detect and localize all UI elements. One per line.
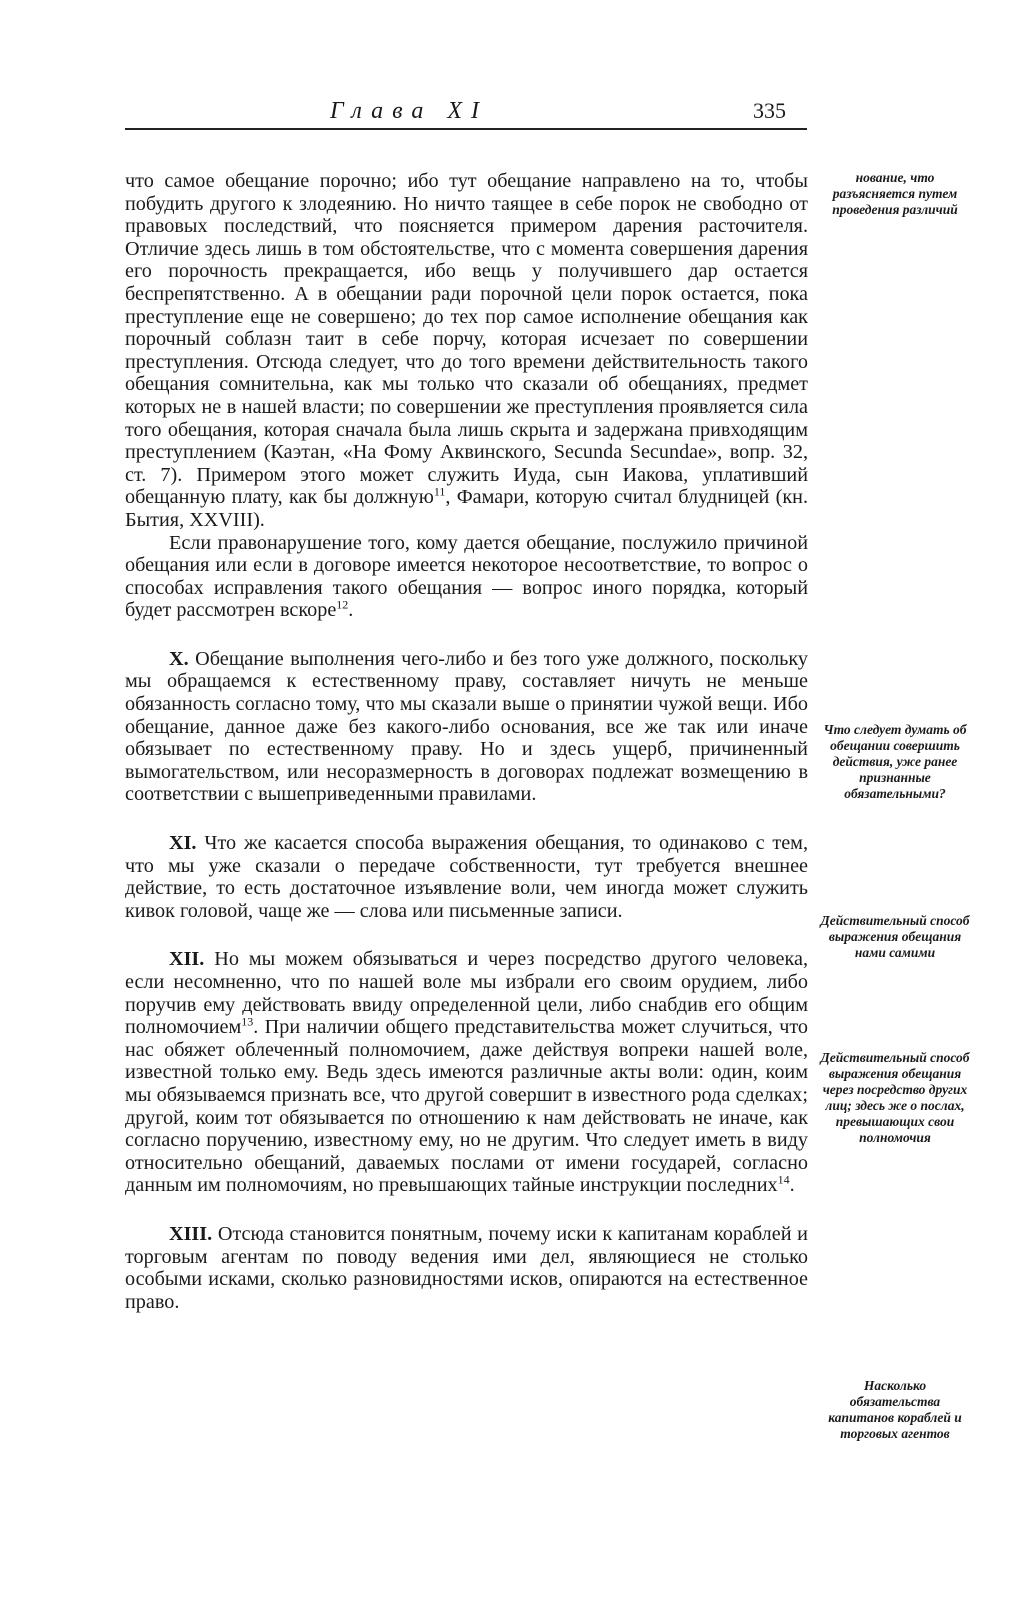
margin-note: Насколько обязательства капитанов кораблей и торговых агентов <box>828 1378 962 1441</box>
section-number: XII. <box>169 948 205 971</box>
paragraph <box>125 532 808 622</box>
margin-note: нование, что разъясняется путем проведения различий <box>832 170 958 217</box>
footnote-ref: 11 <box>433 484 446 499</box>
section-paragraph <box>125 648 808 806</box>
section-paragraph <box>125 1223 808 1313</box>
footnote-ref: 12 <box>336 597 349 612</box>
section-number: XI. <box>169 832 197 855</box>
main-text <box>125 170 808 1313</box>
section-number: X. <box>169 647 189 670</box>
section-paragraph <box>125 832 808 922</box>
header-rule <box>125 128 807 130</box>
margin-note: Действительный способ выражения обещания через посредство других лиц; здесь же о послах, превышающих свои полномочия <box>820 1050 970 1145</box>
margin-note: Действительный способ выражения обещания нами самими <box>820 913 970 960</box>
paragraph-text: Отсюда становится понятным, почему иски к капитанам кораблей и торговым агентам по поводу ведения ими дел, являющиеся не столько особыми исками, сколько разновидностями исков, опираются на естественное право. <box>125 1222 808 1313</box>
paragraph-text: . <box>348 599 354 622</box>
paragraph-text: , Фамари, которую считал блудницей (кн. Бытия, XXVIII). <box>125 486 808 531</box>
footnote-ref: 14 <box>777 1172 790 1187</box>
paragraph-text: Но мы можем обязываться и через посредство другого человека, если несомненно, что по нашей воле мы избрали его своим орудием, либо поручив ему действовать ввиду определенной цели, либо снабдив его общим полномочием <box>125 948 808 1039</box>
paragraph-text: . При наличии общего представительства может случиться, что нас обяжет облеченный полномочием, даже действуя вопреки нашей воле, известной только ему. Ведь здесь имеются различные акты воли: один, коим мы обязываемся признать все, что другой совершит в известного рода сделках; другой, коим тот обязывается по отношению к нам действовать не иначе, как согласно поручению, известному ему, но не другим. Что следует иметь в виду относительно обещаний, даваемых послами от имени государей, согласно данным им полномочиям, но превышающих тайные инструкции последних <box>125 1016 808 1197</box>
section-paragraph <box>125 948 808 1197</box>
page-number: 335 <box>753 98 786 123</box>
paragraph <box>125 170 808 532</box>
paragraph-text: что самое обещание порочно; ибо тут обещание направлено на то, чтобы побудить другого к злодеянию. Но ничто таящее в себе порок не свободно от правовых последствий, что поясняется примером дарения расточителя. Отличие здесь лишь в том обстоятельстве, что с момента совершения дарения его порочность прекращается, ибо вещь у получившего дар остается беспрепятственно. А в обещании ради порочной цели порок остается, пока преступление еще не совершено; до тех пор самое исполнение обещания как порочный соблазн таит в себе порчу, которая исчезает по совершении преступления. Отсюда следует, что до того времени действительность такого обещания сомнительна, как мы только что сказали об обещаниях, предмет которых не в нашей власти; по совершении же преступления проявляется сила того обещания, которая сначала была лишь скрыта и задержана привходящим преступлением (Каэтан, «На Фому Аквинского, Secunda Secundae», вопр. 32, ст. 7). Примером этого может служить Иуда, сын Иакова, уплативший обещанную плату, как бы должную <box>125 170 808 509</box>
paragraph-text: . <box>789 1174 795 1197</box>
margin-note: Что следует думать об обещании совершить действия, уже ранее признанные обязательными? <box>823 722 967 801</box>
section-number: XIII. <box>169 1222 213 1245</box>
chapter-title: Глава XI <box>330 98 489 124</box>
paragraph-text: Обещание выполнения чего-либо и без того уже должного, поскольку мы обращаемся к естественному праву, составляет ничуть не меньше обязанность согласно тому, что мы сказали выше о принятии чужой вещи. Ибо обещание, данное даже без какого-либо основания, все же так или иначе обязывает по естественному праву. Но и здесь ущерб, причиненный вымогательством, или несоразмерность в договорах подлежат возмещению в соответствии с вышеприведенными правилами. <box>125 647 808 806</box>
paragraph-text: Что же касается способа выражения обещания, то одинаково с тем, что мы уже сказали о передаче собственности, тут требуется внешнее действие, то есть достаточное изъявление воли, чем иногда может служить кивок головой, чаще же — слова или письменные записи. <box>125 832 808 922</box>
paragraph-text: Если правонарушение того, кому дается обещание, послужило причиной обещания или если в договоре имеется некоторое несоответствие, то вопрос о способах исправления такого обещания — вопрос иного порядка, который будет рассмотрен вскоре <box>125 531 808 622</box>
footnote-ref: 13 <box>241 1014 254 1029</box>
